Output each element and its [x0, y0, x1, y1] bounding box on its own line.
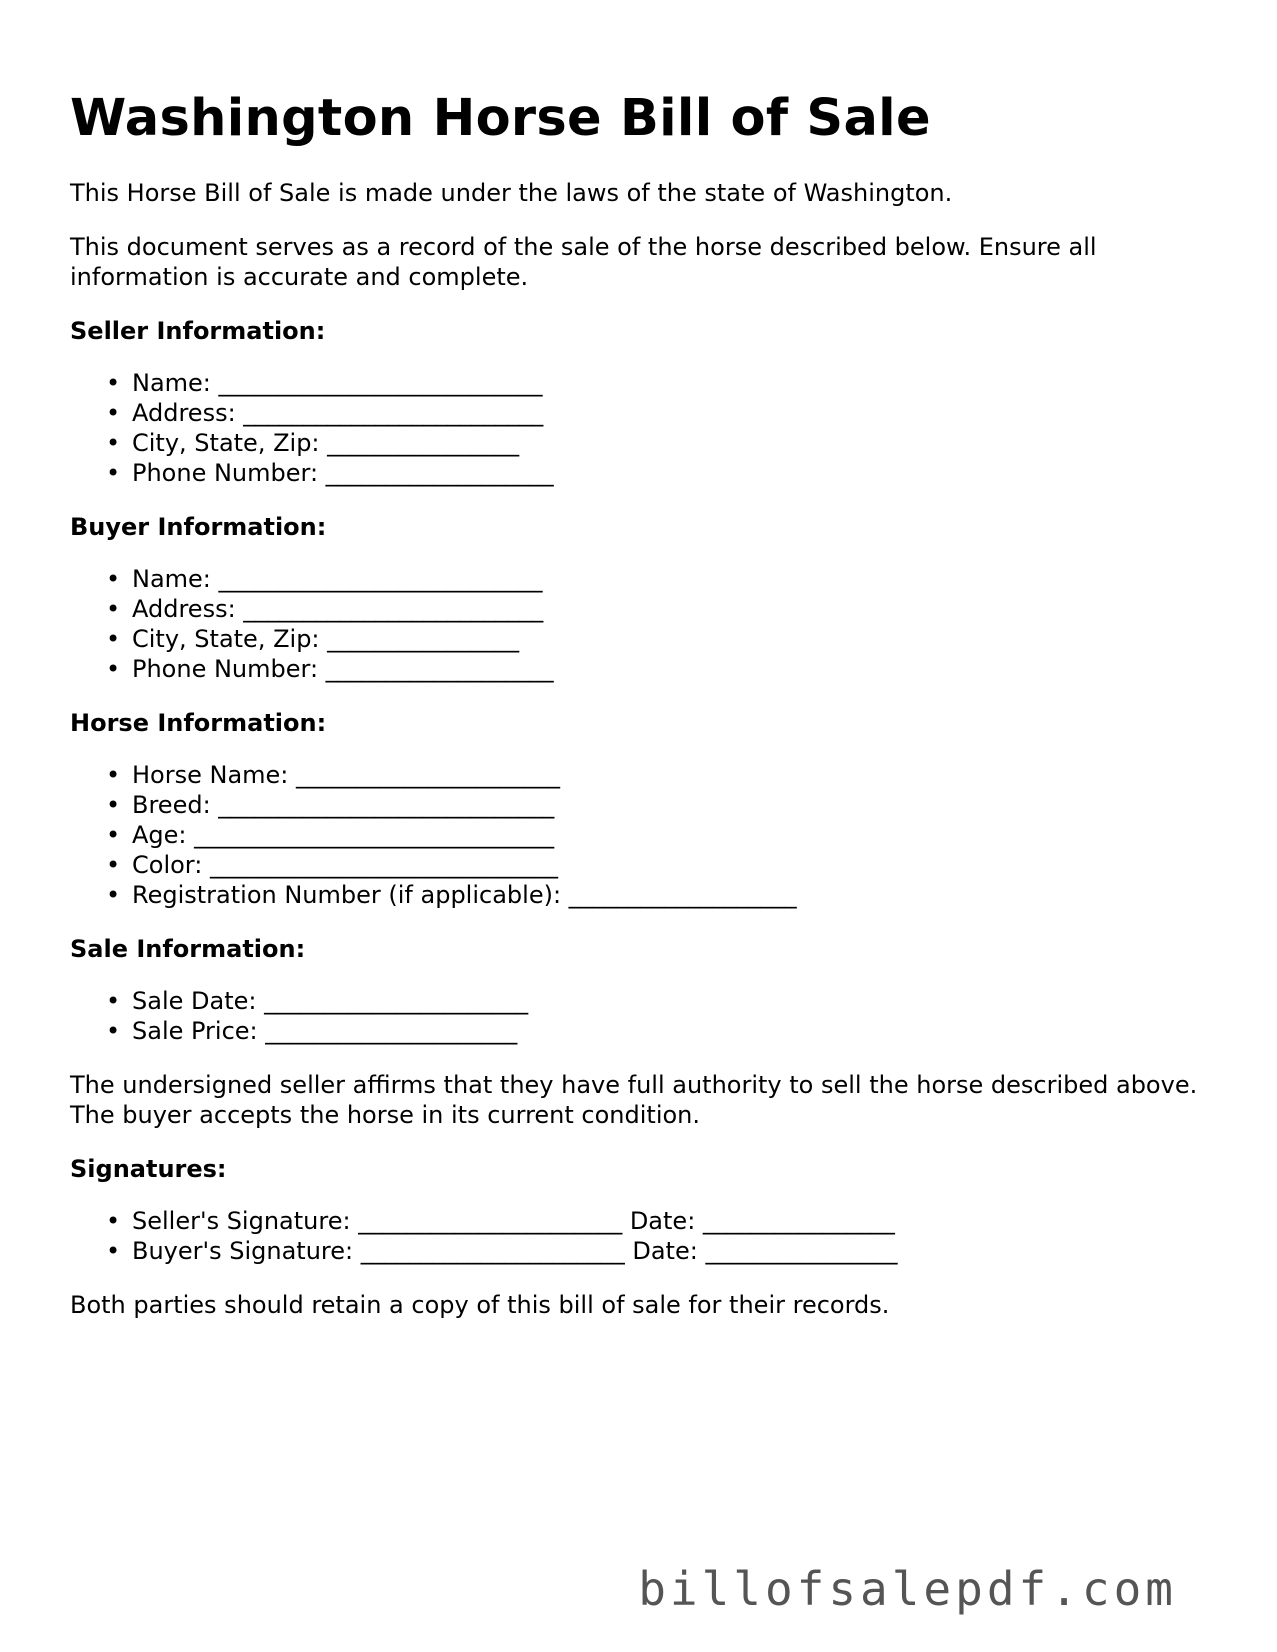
buyer-name-field[interactable]: • Name: ___________________________ — [132, 564, 1210, 594]
signatures-heading: Signatures: — [70, 1155, 227, 1183]
affirmation-paragraph: The undersigned seller affirms that they have full authority to sell the horse described above. The buyer accepts the horse in its current condition. — [70, 1071, 1198, 1129]
horse-name-field[interactable]: • Horse Name: ______________________ — [132, 760, 1210, 790]
buyer-address-field[interactable]: • Address: _________________________ — [132, 594, 1210, 624]
page-title: Washington Horse Bill of Sale — [70, 89, 931, 148]
signatures-list — [70, 1206, 1210, 1266]
sale-list — [70, 986, 1210, 1046]
horse-color-field[interactable]: • Color: _____________________________ — [132, 850, 1210, 880]
buyer-signature-field[interactable]: • Buyer's Signature: ______________________ Date: ________________ — [132, 1236, 1210, 1266]
closing-paragraph: Both parties should retain a copy of this bill of sale for their records. — [70, 1291, 890, 1319]
buyer-list — [70, 564, 1210, 684]
horse-list — [70, 760, 1210, 910]
horse-heading: Horse Information: — [70, 709, 327, 737]
intro-paragraph-1: This Horse Bill of Sale is made under the laws of the state of Washington. — [70, 179, 953, 207]
document-page — [70, 82, 1210, 1320]
seller-phone-field[interactable]: • Phone Number: ___________________ — [132, 458, 1210, 488]
seller-signature-field[interactable]: • Seller's Signature: ______________________ Date: ________________ — [132, 1206, 1210, 1236]
horse-breed-field[interactable]: • Breed: ____________________________ — [132, 790, 1210, 820]
buyer-city-state-zip-field[interactable]: • City, State, Zip: ________________ — [132, 624, 1210, 654]
buyer-heading: Buyer Information: — [70, 513, 327, 541]
horse-registration-field[interactable]: • Registration Number (if applicable): ___________________ — [132, 880, 1210, 910]
horse-age-field[interactable]: • Age: ______________________________ — [132, 820, 1210, 850]
seller-city-state-zip-field[interactable]: • City, State, Zip: ________________ — [132, 428, 1210, 458]
watermark-text: billofsalepdf.com — [638, 1562, 1177, 1616]
sale-heading: Sale Information: — [70, 935, 306, 963]
buyer-phone-field[interactable]: • Phone Number: ___________________ — [132, 654, 1210, 684]
intro-paragraph-2: This document serves as a record of the sale of the horse described below. Ensure all information is accurate and complete. — [70, 233, 1097, 291]
seller-address-field[interactable]: • Address: _________________________ — [132, 398, 1210, 428]
seller-name-field[interactable]: • Name: ___________________________ — [132, 368, 1210, 398]
sale-date-field[interactable]: • Sale Date: ______________________ — [132, 986, 1210, 1016]
seller-list — [70, 368, 1210, 488]
seller-heading: Seller Information: — [70, 317, 326, 345]
sale-price-field[interactable]: • Sale Price: _____________________ — [132, 1016, 1210, 1046]
